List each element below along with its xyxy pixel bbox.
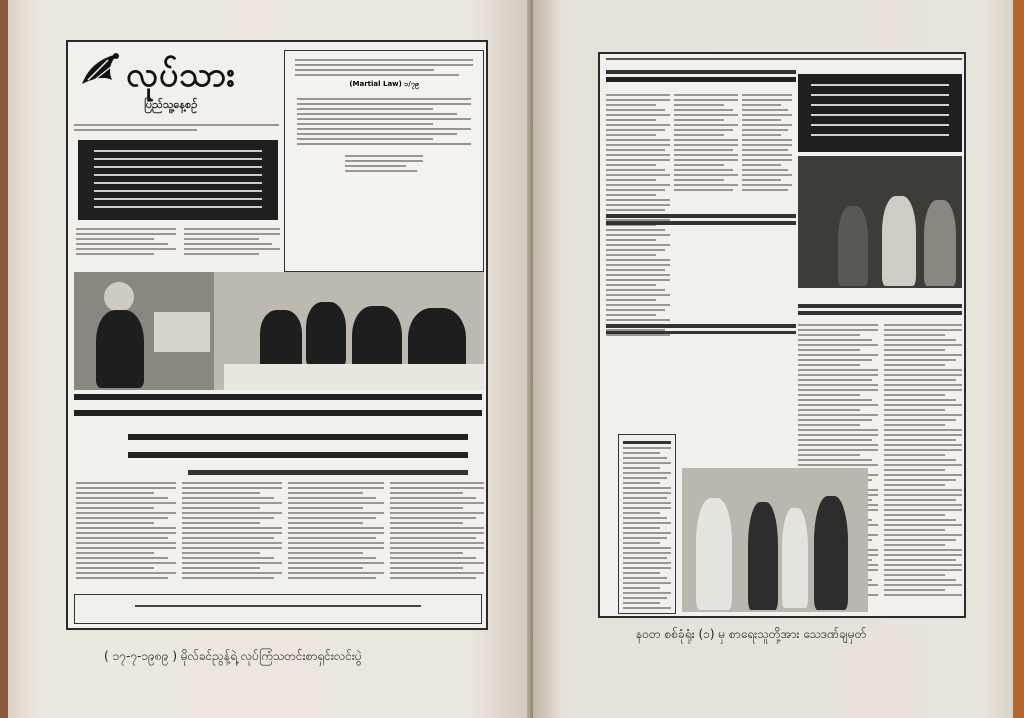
tribunal-photo bbox=[682, 468, 868, 612]
decree-number: ၁/၇၉ bbox=[404, 80, 419, 88]
left-column-text bbox=[76, 228, 176, 258]
body-column-2 bbox=[182, 482, 282, 582]
top-headline bbox=[606, 70, 796, 85]
black-notice-box bbox=[78, 140, 278, 220]
right-column-2b bbox=[884, 324, 962, 599]
body-column-3 bbox=[288, 482, 384, 582]
officers-photo bbox=[798, 156, 962, 288]
footer-slogan-box bbox=[74, 594, 482, 624]
right-column-1c bbox=[742, 94, 792, 194]
headline-line-3 bbox=[128, 434, 468, 443]
right-section-heading bbox=[606, 214, 796, 228]
right-black-box bbox=[798, 74, 962, 152]
peacock-logo-icon bbox=[78, 50, 122, 90]
running-header bbox=[606, 58, 962, 63]
right-column-1b bbox=[674, 94, 738, 194]
right-section-heading-2 bbox=[606, 324, 796, 337]
newspaper-masthead bbox=[74, 46, 279, 134]
left-newspaper-clipping bbox=[66, 40, 488, 630]
masthead-title: လုပ်သား bbox=[126, 55, 236, 95]
headline-line-4 bbox=[128, 452, 468, 461]
headline-line-2 bbox=[74, 410, 482, 419]
left-caption: ( ၁၇-၇-၁၉၈၉ ) မိုလ်ခင်ညွန့်ရဲ့ လုပ်ကြံသတင်းစာရှင်းလင်းပွဲ bbox=[104, 649, 362, 663]
martial-law-decree bbox=[284, 50, 484, 272]
masthead-subtitle: ပြည်သူ့နေ့စဉ် bbox=[144, 98, 198, 111]
martial-law-label: (Martial Law) bbox=[349, 80, 402, 88]
body-column-1 bbox=[76, 482, 176, 582]
right-subhead bbox=[798, 304, 962, 318]
right-newspaper-clipping bbox=[598, 52, 966, 618]
right-caption: နဝတ စစ်ခုံရုံး (၁) မှ စာရေးသူတို့အား သေဒဏ်ချမှတ် bbox=[636, 627, 867, 641]
headline-line-5 bbox=[188, 470, 468, 478]
press-conference-photo bbox=[74, 272, 484, 390]
body-column-4 bbox=[390, 482, 484, 582]
headline-line-1 bbox=[74, 394, 482, 403]
dateline-bar bbox=[74, 124, 279, 134]
mid-column-text bbox=[184, 228, 280, 258]
book-edge bbox=[1013, 0, 1024, 718]
sidebar-box bbox=[618, 434, 676, 614]
